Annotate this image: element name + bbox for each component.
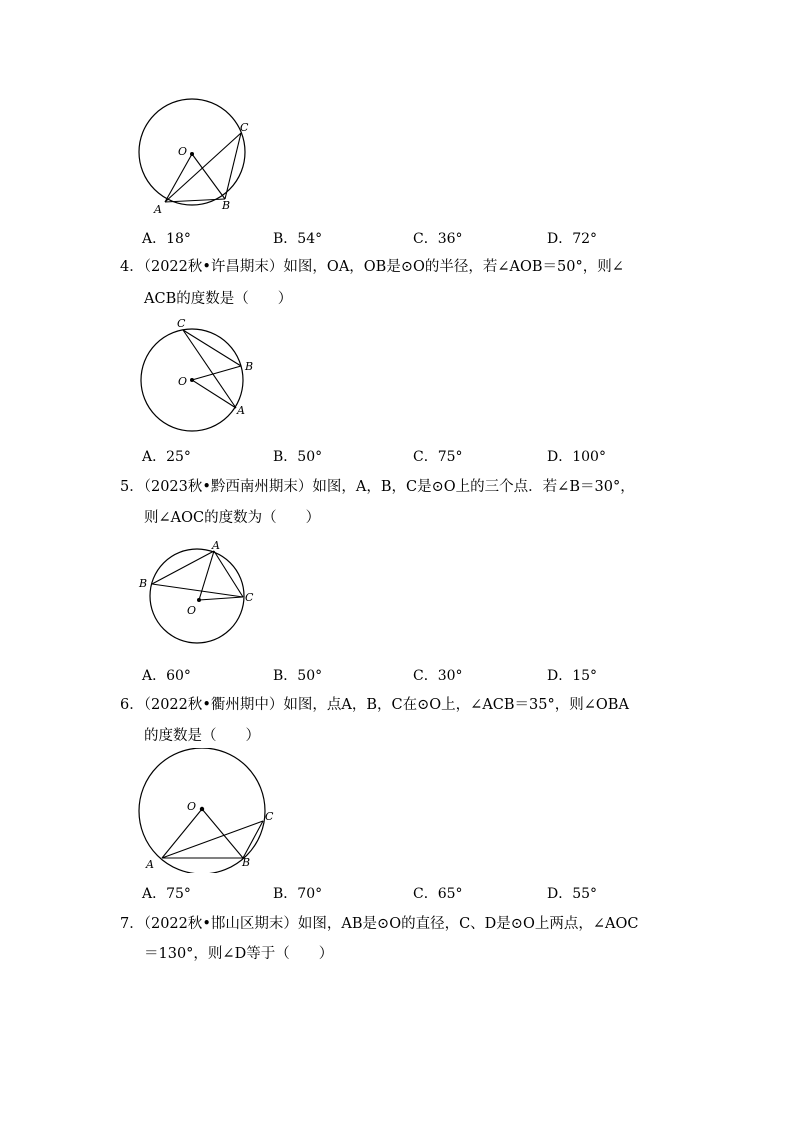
segment-ca: [183, 330, 236, 408]
center-dot: [200, 807, 204, 811]
option-a[interactable]: A．18°: [142, 231, 191, 247]
label-a: A: [212, 539, 220, 552]
figure-q3: [130, 95, 260, 220]
circle: [150, 549, 244, 643]
option-c[interactable]: C．65°: [413, 886, 463, 902]
label-c: C: [265, 810, 274, 823]
figure-q4: [135, 316, 265, 441]
center-dot: [197, 598, 201, 602]
options-q3: [142, 228, 742, 250]
segment-ba: [152, 551, 214, 584]
segment-bc: [152, 584, 243, 597]
label-o: O: [178, 375, 188, 388]
question-6-text-cont: 的度数是（ ）: [144, 728, 260, 744]
option-c[interactable]: C．36°: [413, 231, 463, 247]
segment-bc: [225, 133, 241, 199]
option-c[interactable]: C．75°: [413, 449, 463, 465]
center-dot: [190, 152, 194, 156]
segment-oc: [199, 597, 243, 600]
question-7-text-cont: ＝130°，则∠D等于（ ）: [144, 946, 334, 962]
segment-ob: [192, 154, 225, 199]
question-7-text: 7．（2022秋•邯山区期末）如图，AB是⊙O的直径，C、D是⊙O上两点，∠AOC: [120, 916, 639, 932]
label-c: C: [245, 591, 254, 604]
option-a[interactable]: A．75°: [142, 886, 191, 902]
option-d[interactable]: D．15°: [547, 668, 598, 684]
label-c: C: [177, 317, 186, 330]
options-q4: [142, 446, 742, 468]
segment-ob: [192, 366, 241, 380]
options-q6: [142, 883, 742, 905]
option-d[interactable]: D．55°: [547, 886, 598, 902]
segment-ac: [165, 133, 241, 202]
option-d[interactable]: D．72°: [547, 231, 598, 247]
question-4-text: 4．（2022秋•许昌期末）如图，OA，OB是⊙O的半径，若∠AOB＝50°，则∠: [120, 259, 624, 275]
center-dot: [190, 378, 194, 382]
question-5-text-cont: 则∠AOC的度数为（ ）: [144, 510, 321, 526]
options-q5: [142, 665, 742, 687]
segment-ab: [165, 199, 225, 202]
figure-q5: [135, 538, 265, 650]
option-b[interactable]: B．54°: [273, 231, 323, 247]
question-4-text-cont: ACB的度数是（ ）: [144, 291, 293, 307]
option-c[interactable]: C．30°: [413, 668, 463, 684]
option-a[interactable]: A．60°: [142, 668, 191, 684]
label-c: C: [240, 121, 249, 134]
option-b[interactable]: B．50°: [273, 449, 323, 465]
option-d[interactable]: D．100°: [547, 449, 606, 465]
segment-oa: [165, 154, 192, 202]
question-5-text: 5．（2023秋•黔西南州期末）如图，A，B，C是⊙O上的三个点．若∠B＝30°，: [120, 479, 635, 495]
segment-bc: [243, 821, 263, 858]
label-o: O: [178, 145, 188, 158]
segment-ob: [202, 809, 243, 858]
label-b: B: [242, 856, 251, 869]
label-o: O: [187, 800, 197, 813]
segment-oa: [192, 380, 236, 408]
option-b[interactable]: B．50°: [273, 668, 323, 684]
option-b[interactable]: B．70°: [273, 886, 323, 902]
question-6-text: 6．（2022秋•衢州期中）如图，点A，B，C在⊙O上，∠ACB＝35°，则∠OBA: [120, 697, 629, 713]
label-o: O: [187, 604, 197, 617]
label-b: B: [139, 577, 148, 590]
option-a[interactable]: A．25°: [142, 449, 191, 465]
label-a: A: [154, 203, 162, 216]
label-a: A: [146, 858, 154, 871]
figure-q6: [135, 748, 285, 873]
label-b: B: [222, 199, 231, 212]
label-a: A: [237, 404, 245, 417]
label-b: B: [245, 360, 254, 373]
